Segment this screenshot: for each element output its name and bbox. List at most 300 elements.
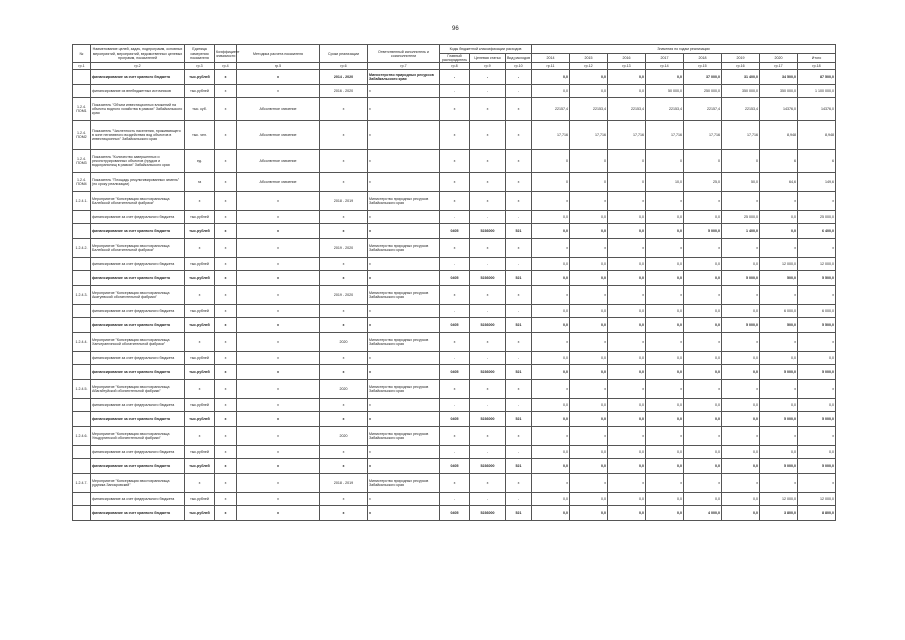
table-cell: 10,0: [646, 173, 684, 192]
table-cell: x: [646, 239, 684, 258]
table-cell: x: [215, 493, 237, 506]
table-cell: x: [368, 258, 440, 271]
table-cell: x: [215, 271, 237, 286]
table-cell: 25 000,0: [798, 211, 836, 224]
table-cell: x: [185, 427, 215, 446]
table-cell: x: [760, 380, 798, 399]
row-title: финансирование за счет федерального бюджета: [91, 258, 185, 271]
header-vr: Вид расходов: [506, 54, 532, 63]
table-cell: x: [368, 399, 440, 412]
table-cell: x: [320, 271, 368, 286]
table-cell: 5236000: [470, 459, 506, 474]
table-row: [73, 493, 836, 506]
table-cell: тыс.рублей: [185, 412, 215, 427]
table-cell: x: [798, 380, 836, 399]
table-cell: x: [722, 333, 760, 352]
row-title: Мероприятие "Консервация хвостохранилища Ульдургинской обогатительной фабрики": [91, 427, 185, 446]
table-cell: 37 000,0: [684, 70, 722, 85]
row-code: 1.2.4.2.: [73, 239, 91, 258]
table-cell: x: [470, 121, 506, 150]
table-cell: x: [237, 333, 320, 352]
table-cell: 0,0: [608, 70, 646, 85]
table-cell: тыс.рублей: [185, 459, 215, 474]
table-cell: 6 000,0: [760, 305, 798, 318]
table-cell: 22157,4: [684, 98, 722, 121]
table-cell: x: [722, 380, 760, 399]
row-code: 1.2.4.7.: [73, 474, 91, 493]
table-cell: -: [506, 446, 532, 459]
table-cell: 31 400,0: [722, 70, 760, 85]
header-year: 2019: [722, 54, 760, 63]
row-code: 1.2.4.3.: [73, 286, 91, 305]
row-code: 1.2.4. ПОМ2: [73, 121, 91, 150]
table-cell: 0: [532, 150, 570, 173]
column-number: гр.15: [684, 63, 722, 70]
table-cell: 0,0: [722, 352, 760, 365]
table-cell: Министерство природных ресурсов Забайкальского края: [368, 427, 440, 446]
table-cell: 34 500,0: [760, 70, 798, 85]
table-cell: 14376,0: [798, 98, 836, 121]
table-cell: x: [215, 70, 237, 85]
table-row: [73, 224, 836, 239]
table-cell: x: [532, 380, 570, 399]
row-title: финансирование за счет краевого бюджета: [91, 318, 185, 333]
column-number: гр.12: [570, 63, 608, 70]
header-year: 2015: [570, 54, 608, 63]
table-cell: -: [440, 70, 470, 85]
table-cell: -: [506, 305, 532, 318]
table-cell: 0405: [440, 224, 470, 239]
table-cell: 0,0: [570, 70, 608, 85]
table-cell: 0,0: [646, 459, 684, 474]
table-cell: 2019 - 2020: [320, 286, 368, 305]
column-number: гр.6: [320, 63, 368, 70]
table-cell: 0,0: [684, 318, 722, 333]
table-cell: 500,0: [760, 271, 798, 286]
table-cell: 0,0: [684, 446, 722, 459]
table-cell: 0,0: [760, 446, 798, 459]
table-cell: 0,0: [608, 506, 646, 521]
table-cell: x: [368, 305, 440, 318]
table-cell: 0405: [440, 506, 470, 521]
table-cell: x: [608, 380, 646, 399]
table-cell: -: [440, 211, 470, 224]
table-row: [73, 474, 836, 493]
table-cell: x: [440, 192, 470, 211]
table-cell: 0,0: [532, 446, 570, 459]
table-cell: x: [320, 211, 368, 224]
table-cell: 0: [570, 173, 608, 192]
table-cell: 0,0: [684, 399, 722, 412]
table-cell: x: [320, 365, 368, 380]
table-cell: 2018 - 2019: [320, 192, 368, 211]
table-cell: 0,0: [532, 318, 570, 333]
table-cell: x: [532, 286, 570, 305]
table-row: [73, 352, 836, 365]
table-cell: x: [506, 380, 532, 399]
table-cell: тыс.рублей: [185, 352, 215, 365]
table-cell: x: [608, 192, 646, 211]
table-cell: 25 000,0: [722, 211, 760, 224]
table-cell: 0,0: [798, 446, 836, 459]
row-title: финансирование за счет краевого бюджета: [91, 412, 185, 427]
table-cell: 5 000,0: [798, 365, 836, 380]
table-cell: x: [320, 506, 368, 521]
table-cell: 0,0: [570, 85, 608, 98]
table-cell: 0405: [440, 412, 470, 427]
table-cell: 0,0: [608, 224, 646, 239]
table-cell: x: [532, 239, 570, 258]
row-code: [73, 365, 91, 380]
table-cell: 0,0: [532, 352, 570, 365]
table-cell: x: [470, 380, 506, 399]
table-cell: x: [215, 286, 237, 305]
table-cell: 17,716: [646, 121, 684, 150]
table-cell: 17,716: [722, 121, 760, 150]
table-cell: x: [798, 474, 836, 493]
header-method: Методика расчета показателя: [237, 45, 320, 63]
row-title: финансирование за счет федерального бюджета: [91, 399, 185, 412]
table-cell: x: [570, 474, 608, 493]
table-cell: 0405: [440, 365, 470, 380]
table-cell: тыс.рублей: [185, 446, 215, 459]
table-cell: 0,0: [570, 258, 608, 271]
table-cell: 350 000,0: [722, 85, 760, 98]
table-cell: x: [760, 474, 798, 493]
table-cell: 0,0: [532, 365, 570, 380]
table-cell: x: [215, 98, 237, 121]
table-cell: 0,0: [570, 211, 608, 224]
column-number: гр.8: [440, 63, 470, 70]
table-cell: 0405: [440, 459, 470, 474]
table-cell: 50,0: [722, 173, 760, 192]
table-cell: 22157,4: [532, 98, 570, 121]
table-cell: 0,0: [608, 459, 646, 474]
table-cell: x: [506, 333, 532, 352]
table-cell: x: [608, 333, 646, 352]
table-cell: -: [470, 305, 506, 318]
row-code: 1.2.4.6.: [73, 427, 91, 446]
table-cell: 4 000,0: [684, 506, 722, 521]
table-cell: x: [368, 150, 440, 173]
table-cell: x: [185, 333, 215, 352]
table-cell: x: [320, 352, 368, 365]
table-cell: x: [215, 380, 237, 399]
column-number: гр.11: [532, 63, 570, 70]
row-title: финансирование за счет краевого бюджета: [91, 459, 185, 474]
row-code: [73, 399, 91, 412]
table-cell: x: [320, 258, 368, 271]
table-cell: x: [320, 150, 368, 173]
table-cell: x: [722, 474, 760, 493]
column-number: гр.7: [368, 63, 440, 70]
row-code: 1.2.4. ПОМ1: [73, 98, 91, 121]
table-cell: 0,0: [570, 365, 608, 380]
table-row: [73, 446, 836, 459]
table-cell: 17,716: [532, 121, 570, 150]
table-cell: x: [646, 286, 684, 305]
table-cell: 6: [760, 150, 798, 173]
table-cell: 5 000,0: [760, 365, 798, 380]
table-cell: 0,0: [532, 506, 570, 521]
table-cell: 0,0: [722, 412, 760, 427]
table-cell: x: [215, 459, 237, 474]
table-cell: 0,0: [608, 318, 646, 333]
table-cell: x: [368, 506, 440, 521]
table-cell: 0,0: [532, 493, 570, 506]
table-row: [73, 412, 836, 427]
table-cell: x: [798, 192, 836, 211]
column-number: гр.4: [215, 63, 237, 70]
table-cell: 0: [722, 150, 760, 173]
table-cell: x: [185, 474, 215, 493]
table-cell: x: [532, 474, 570, 493]
table-cell: -: [470, 352, 506, 365]
table-cell: 2020: [320, 333, 368, 352]
row-code: [73, 318, 91, 333]
table-cell: -: [440, 493, 470, 506]
table-cell: x: [368, 365, 440, 380]
table-cell: ед.: [185, 150, 215, 173]
table-cell: тыс.рублей: [185, 493, 215, 506]
row-code: [73, 271, 91, 286]
table-row: [73, 318, 836, 333]
table-cell: x: [320, 399, 368, 412]
table-cell: 0: [684, 150, 722, 173]
table-cell: 0,0: [608, 446, 646, 459]
table-cell: га: [185, 173, 215, 192]
table-cell: 6 000,0: [798, 305, 836, 318]
table-cell: -: [506, 399, 532, 412]
table-cell: Министерство природных ресурсов Забайкальского края: [368, 239, 440, 258]
table-cell: x: [215, 121, 237, 150]
table-cell: x: [368, 211, 440, 224]
table-cell: x: [320, 224, 368, 239]
header-num: №: [73, 45, 91, 63]
table-cell: 0,0: [570, 506, 608, 521]
table-cell: 0,0: [760, 211, 798, 224]
table-cell: 22153,4: [608, 98, 646, 121]
table-cell: x: [608, 286, 646, 305]
table-cell: тыс.рублей: [185, 271, 215, 286]
table-cell: 0,0: [608, 85, 646, 98]
table-cell: x: [368, 352, 440, 365]
table-cell: 2020: [320, 427, 368, 446]
table-cell: -: [470, 70, 506, 85]
header-year: 2016: [608, 54, 646, 63]
table-row: [73, 211, 836, 224]
table-cell: 0,0: [532, 70, 570, 85]
header-year: 2018: [684, 54, 722, 63]
table-cell: x: [215, 427, 237, 446]
table-cell: 0,0: [722, 365, 760, 380]
table-cell: x: [506, 173, 532, 192]
table-cell: x: [440, 474, 470, 493]
table-cell: x: [470, 474, 506, 493]
table-cell: x: [237, 318, 320, 333]
table-cell: 0,0: [646, 271, 684, 286]
table-cell: 0,0: [646, 399, 684, 412]
table-cell: x: [646, 333, 684, 352]
table-cell: x: [320, 98, 368, 121]
row-code: [73, 70, 91, 85]
row-title: Мероприятие "Консервация хвостохранилища Акатуевской обогатительной фабрики": [91, 286, 185, 305]
table-cell: 0,0: [684, 459, 722, 474]
table-row: [73, 98, 836, 121]
table-cell: -: [470, 258, 506, 271]
header-grbs: Главный распорядитель: [440, 54, 470, 63]
column-number: гр.3: [185, 63, 215, 70]
table-cell: x: [684, 192, 722, 211]
table-cell: x: [368, 318, 440, 333]
table-cell: x: [570, 192, 608, 211]
table-cell: x: [215, 352, 237, 365]
table-cell: 5236000: [470, 224, 506, 239]
table-cell: x: [646, 380, 684, 399]
header-total: Итого: [798, 54, 836, 63]
table-cell: -: [506, 258, 532, 271]
table-row: [73, 150, 836, 173]
table-cell: x: [798, 239, 836, 258]
table-cell: 50 000,0: [646, 85, 684, 98]
table-cell: x: [760, 286, 798, 305]
row-title: Мероприятие "Консервация хвостохранилища Абагайтуйской обогатительной фабрики": [91, 380, 185, 399]
table-cell: x: [570, 286, 608, 305]
table-cell: 0,0: [608, 412, 646, 427]
table-row: [73, 70, 836, 85]
table-cell: x: [440, 173, 470, 192]
table-cell: 0,0: [646, 211, 684, 224]
column-number: гр.1: [73, 63, 91, 70]
table-cell: x: [368, 121, 440, 150]
table-cell: x: [215, 258, 237, 271]
table-cell: 8 800,0: [798, 506, 836, 521]
table-cell: x: [440, 427, 470, 446]
row-code: [73, 224, 91, 239]
table-row: [73, 380, 836, 399]
table-row: [73, 459, 836, 474]
row-title: Мероприятие "Консервация хвостохранилища Балейской обогатительной фабрики": [91, 192, 185, 211]
row-title: Показатель "Площадь рекультивированных земель" (по сроку реализации): [91, 173, 185, 192]
table-cell: 0,0: [684, 352, 722, 365]
table-cell: -: [506, 85, 532, 98]
table-cell: x: [237, 427, 320, 446]
table-cell: Министерство природных ресурсов Забайкальского края: [368, 286, 440, 305]
table-cell: x: [722, 286, 760, 305]
table-cell: Министерство природных ресурсов Забайкальского края: [368, 333, 440, 352]
table-cell: тыс. куб.: [185, 98, 215, 121]
row-title: финансирование за счет федерального бюджета: [91, 305, 185, 318]
row-code: 1.2.4.4.: [73, 333, 91, 352]
table-cell: 64,6: [760, 173, 798, 192]
table-cell: тыс.рублей: [185, 365, 215, 380]
table-cell: x: [237, 459, 320, 474]
table-cell: 5 000,0: [760, 412, 798, 427]
row-title: финансирование за счет федерального бюджета: [91, 211, 185, 224]
table-cell: -: [440, 85, 470, 98]
table-cell: x: [368, 98, 440, 121]
table-cell: x: [470, 150, 506, 173]
table-cell: тыс.рублей: [185, 318, 215, 333]
table-row: [73, 258, 836, 271]
table-cell: x: [215, 150, 237, 173]
header-name: Наименование целей, задач, подпрограмм, основных мероприятий, мероприятий, ведомственных целевых программ, показателей: [91, 45, 185, 63]
table-cell: 521: [506, 318, 532, 333]
row-code: 1.2.4.1.: [73, 192, 91, 211]
table-cell: 0405: [440, 318, 470, 333]
table-cell: 0,0: [722, 493, 760, 506]
table-cell: 521: [506, 459, 532, 474]
table-cell: 0,0: [608, 305, 646, 318]
table-cell: 0,0: [570, 318, 608, 333]
table-cell: 0,0: [646, 224, 684, 239]
table-cell: 0,0: [532, 258, 570, 271]
column-number-row: [73, 63, 836, 70]
table-cell: 0,0: [646, 352, 684, 365]
table-cell: 0,0: [532, 412, 570, 427]
table-body: [73, 70, 836, 521]
table-cell: x: [185, 192, 215, 211]
table-cell: x: [440, 98, 470, 121]
table-cell: -: [506, 352, 532, 365]
table-cell: x: [215, 211, 237, 224]
table-cell: x: [684, 380, 722, 399]
row-code: [73, 258, 91, 271]
table-cell: 12 000,0: [798, 493, 836, 506]
table-cell: 0,0: [684, 365, 722, 380]
row-title: Показатель "Количество завершенных и реконструированных объектов (прудов и водохранилищ в рамках" Забайкальского края: [91, 150, 185, 173]
table-cell: 17,716: [608, 121, 646, 150]
table-cell: x: [608, 239, 646, 258]
table-cell: x: [608, 427, 646, 446]
table-cell: x: [368, 224, 440, 239]
row-code: [73, 352, 91, 365]
table-cell: 17,716: [684, 121, 722, 150]
table-cell: x: [185, 286, 215, 305]
table-cell: тыс.рублей: [185, 258, 215, 271]
table-cell: x: [215, 85, 237, 98]
row-title: Мероприятие "Консервация хвостохранилища рудника Запокровский": [91, 474, 185, 493]
table-cell: 1 400,0: [722, 224, 760, 239]
table-cell: 0,0: [798, 352, 836, 365]
table-cell: 521: [506, 224, 532, 239]
table-cell: 0: [570, 150, 608, 173]
table-cell: x: [722, 427, 760, 446]
table-cell: 0,0: [722, 459, 760, 474]
table-cell: 2020: [320, 380, 368, 399]
table-cell: x: [215, 173, 237, 192]
row-code: 1.2.4. ПОМ3: [73, 150, 91, 173]
table-cell: x: [368, 446, 440, 459]
table-cell: x: [215, 474, 237, 493]
table-cell: тыс.рублей: [185, 211, 215, 224]
table-cell: 0,0: [532, 224, 570, 239]
table-cell: x: [506, 286, 532, 305]
header-responsible: Ответственный исполнитель и соисполнители: [368, 45, 440, 63]
table-cell: x: [368, 412, 440, 427]
table-cell: 0,0: [684, 211, 722, 224]
table-cell: x: [237, 474, 320, 493]
table-cell: -: [440, 399, 470, 412]
table-cell: x: [570, 380, 608, 399]
table-cell: 0,0: [532, 399, 570, 412]
table-row: [73, 271, 836, 286]
table-cell: 1 100 000,0: [798, 85, 836, 98]
table-row: [73, 173, 836, 192]
table-cell: x: [570, 427, 608, 446]
table-cell: x: [684, 474, 722, 493]
table-cell: x: [368, 459, 440, 474]
